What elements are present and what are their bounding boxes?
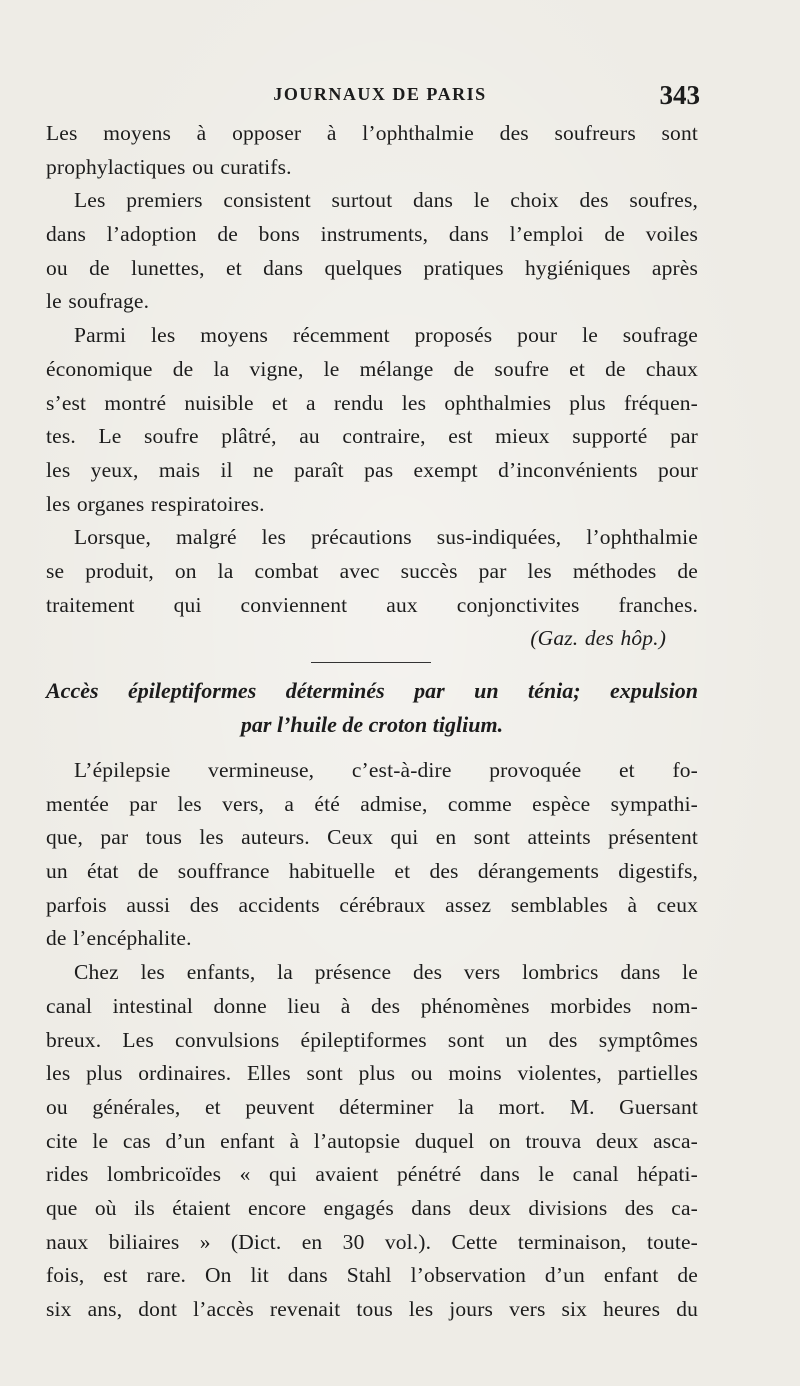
text-line: économique de la vigne, le mélange de soufre et de chaux xyxy=(46,356,698,381)
text-line: dans l’adoption de bons instruments, dans l’emploi de voiles xyxy=(46,222,698,247)
text-line: prophylactiques ou curatifs. xyxy=(46,154,292,179)
section-body xyxy=(46,754,698,1327)
text-line: tes. Le soufre plâtré, au contraire, est mieux supporté par xyxy=(46,424,698,449)
text-line: cite le cas d’un enfant à l’autopsie duquel on trouva deux asca- xyxy=(46,1128,698,1153)
text-line: Chez les enfants, la présence des vers lombrics dans le xyxy=(74,960,698,985)
divider-rule xyxy=(311,662,431,663)
text-line: mentée par les vers, a été admise, comme espèce sympathi- xyxy=(46,791,698,816)
page-number: 343 xyxy=(659,80,700,110)
section-heading-line-1: Accès épileptiformes déterminés par un ténia; expulsion xyxy=(46,678,698,703)
citation: (Gaz. des hôp.) xyxy=(530,626,666,651)
text-line: les yeux, mais il ne paraît pas exempt d’inconvénients pour xyxy=(46,457,698,482)
page-body xyxy=(46,117,698,1327)
text-line: naux biliaires » (Dict. en 30 vol.). Cette terminaison, toute- xyxy=(46,1229,698,1254)
section-divider xyxy=(46,656,698,674)
text-line: que, par tous les auteurs. Ceux qui en sont atteints présentent xyxy=(46,825,698,850)
text-line: Les premiers consistent surtout dans le choix des soufres, xyxy=(74,188,698,213)
text-line: fois, est rare. On lit dans Stahl l’observation d’un enfant de xyxy=(46,1263,698,1288)
text-line: breux. Les convulsions épileptiformes sont un des symptômes xyxy=(46,1027,698,1052)
text-line: canal intestinal donne lieu à des phénomènes morbides nom- xyxy=(46,993,698,1018)
text-line: L’épilepsie vermineuse, c’est-à-dire provoquée et fo- xyxy=(74,758,698,782)
text-line: ou de lunettes, et dans quelques pratiques hygiéniques après xyxy=(46,255,698,280)
text-line: un état de souffrance habituelle et des dérangements digestifs, xyxy=(46,859,698,884)
running-head: JOURNAUX DE PARIS xyxy=(273,84,487,104)
page-header xyxy=(60,80,700,110)
text-line: Parmi les moyens récemment proposés pour le soufrage xyxy=(74,323,698,348)
text-line: le soufrage. xyxy=(46,289,150,314)
text-line: traitement qui conviennent aux conjonctivites franches. xyxy=(46,592,698,617)
text-line: s’est montré nuisible et a rendu les ophthalmies plus fréquen- xyxy=(46,390,698,415)
text-line: les organes respiratoires. xyxy=(46,491,265,516)
text-line: ou générales, et peuvent déterminer la mort. M. Guersant xyxy=(46,1094,698,1119)
text-line: se produit, on la combat avec succès par les méthodes de xyxy=(46,558,698,583)
text-line: parfois aussi des accidents cérébraux assez semblables à ceux xyxy=(46,892,698,917)
text-line: six ans, dont l’accès revenait tous les jours vers six heures du xyxy=(46,1297,698,1321)
text-line: les plus ordinaires. Elles sont plus ou moins violentes, partielles xyxy=(46,1061,698,1086)
text-line: Lorsque, malgré les précautions sus-indiquées, l’ophthalmie xyxy=(74,525,698,550)
text-line: Les moyens à opposer à l’ophthalmie des soufreurs sont xyxy=(46,121,698,145)
text-line: de l’encéphalite. xyxy=(46,926,192,951)
text-line: rides lombricoïdes « qui avaient pénétré dans le canal hépati- xyxy=(46,1162,698,1187)
section-heading-line-2: par l’huile de croton tiglium. xyxy=(240,712,504,737)
text-line: que où ils étaient encore engagés dans deux divisions des ca- xyxy=(46,1195,698,1220)
